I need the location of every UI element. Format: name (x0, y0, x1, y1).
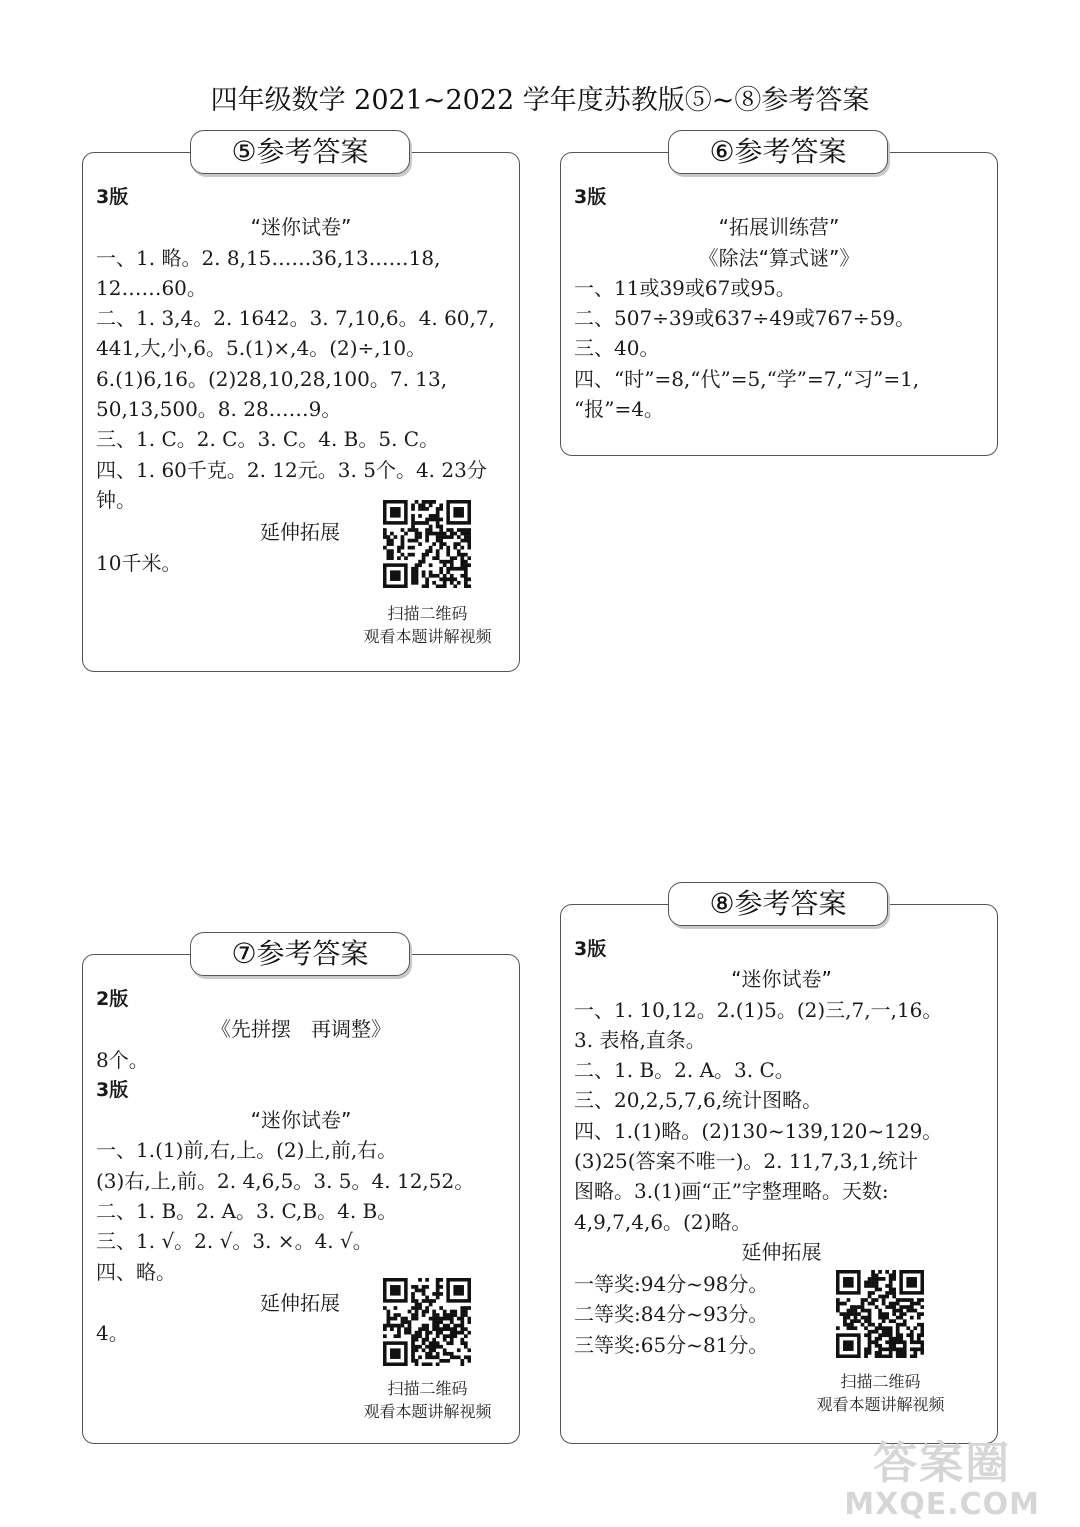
answer-line: 一、11或39或67或95。 (574, 275, 796, 300)
answer-line: 四、1.(1)略。(2)130~139,120~129。 (574, 1118, 943, 1143)
answer-line: 一、1. 10,12。2.(1)5。(2)三,7,一,16。 (574, 997, 943, 1022)
qr-caption-8 (793, 1370, 968, 1416)
card-7-lines (96, 984, 506, 1287)
qr-caption-5 (340, 602, 515, 648)
card-6-tab: ⑥参考答案 (668, 130, 888, 174)
card-5-tab: ⑤参考答案 (190, 130, 410, 174)
answer-line: 四、略。 (96, 1259, 176, 1284)
section-heading: 《先拼摆 再调整》 (211, 1017, 391, 1042)
section-heading: 《除法“算式谜”》 (698, 245, 860, 270)
answer-line: “报”=4。 (574, 397, 664, 422)
qr-caption-line-2: 观看本题讲解视频 (363, 1402, 492, 1421)
answer-line: 441,大,小,6。5.(1)×,4。(2)÷,10。 (96, 336, 427, 361)
answer-line: 3. 表格,直条。 (574, 1027, 706, 1052)
section-heading: “迷你试卷” (250, 215, 352, 240)
prize-line: 三等奖:65分~81分。 (574, 1332, 769, 1357)
section-heading: 延伸拓展 (741, 1239, 822, 1264)
answer-line: 一、1.(1)前,右,上。(2)上,前,右。 (96, 1138, 398, 1163)
edition-label: 3版 (574, 938, 607, 960)
answer-line: 二、1. 3,4。2. 1642。3. 7,10,6。4. 60,7, (96, 306, 495, 331)
answer-line: 12……60。 (96, 275, 207, 300)
card-5-lines (96, 182, 506, 515)
qr-code-7[interactable] (383, 1278, 471, 1366)
prize-line: 二等奖:84分~93分。 (574, 1302, 769, 1327)
qr-code-icon (383, 1278, 471, 1366)
section-heading: “拓展训练营” (718, 215, 840, 240)
qr-code-8[interactable] (836, 1270, 924, 1358)
card-5-extension-heading: 延伸拓展 (260, 520, 340, 544)
answer-line: 6.(1)6,16。(2)28,10,28,100。7. 13, (96, 366, 448, 391)
answer-line: 三、1. √。2. √。3. ×。4. √。 (96, 1229, 373, 1254)
answer-line: 三、1. C。2. C。3. C。4. B。5. C。 (96, 427, 440, 452)
qr-caption-line-1: 扫描二维码 (840, 1372, 921, 1391)
qr-code-5[interactable] (383, 500, 471, 588)
answer-line: (3)右,上,前。2. 4,6,5。3. 5。4. 12,52。 (96, 1168, 475, 1193)
card-6-lines (574, 182, 984, 424)
card-7-extension-answer: 4。 (96, 1321, 129, 1345)
section-heading: “迷你试卷” (250, 1108, 352, 1133)
card-7-tab: ⑦参考答案 (190, 932, 410, 976)
answer-line: 50,13,500。8. 28……9。 (96, 397, 342, 422)
answer-line: 4,9,7,4,6。(2)略。 (574, 1209, 752, 1234)
answer-line: 四、1. 60千克。2. 12元。3. 5个。4. 23分 (96, 457, 487, 482)
watermark-text: 答案圈 (873, 1438, 1012, 1489)
card-6-body (574, 182, 984, 424)
answer-line: 8个。 (96, 1047, 149, 1072)
card-5-body (96, 182, 506, 515)
card-8-extension-lines (574, 1269, 768, 1360)
answer-line: 四、“时”=8,“代”=5,“学”=7,“习”=1, (574, 366, 920, 391)
answer-line: (3)25(答案不唯一)。2. 11,7,3,1,统计 (574, 1149, 918, 1174)
answer-line: 一、1. 略。2. 8,15……36,13……18, (96, 245, 441, 270)
prize-line: 一等奖:94分~98分。 (574, 1272, 769, 1296)
qr-caption-line-1: 扫描二维码 (387, 1379, 468, 1398)
page-title: 四年级数学 2021~2022 学年度苏教版⑤~⑧参考答案 (210, 85, 870, 116)
answer-line: 三、20,2,5,7,6,统计图略。 (574, 1088, 823, 1113)
answer-line: 钟。 (96, 487, 136, 512)
card-8-lines (574, 934, 989, 1267)
edition-label: 2版 (96, 988, 129, 1010)
qr-caption-line-1: 扫描二维码 (387, 604, 468, 623)
card-8-extension-list (574, 1269, 768, 1360)
card-7-body (96, 984, 506, 1287)
qr-code-icon (383, 500, 471, 588)
edition-label: 3版 (96, 1078, 129, 1101)
answer-line: 二、1. B。2. A。3. C。 (574, 1058, 795, 1083)
card-8-body (574, 934, 989, 1267)
watermark-logo (844, 1439, 1040, 1521)
qr-caption-7 (340, 1377, 515, 1423)
section-heading: “迷你试卷” (731, 967, 832, 992)
edition-label: 3版 (96, 186, 129, 208)
qr-caption-line-2: 观看本题讲解视频 (363, 627, 492, 646)
card-7-extension-heading: 延伸拓展 (260, 1291, 340, 1315)
answer-line: 二、1. B。2. A。3. C,B。4. B。 (96, 1199, 398, 1224)
qr-code-icon (836, 1270, 924, 1358)
answer-line: 二、507÷39或637÷49或767÷59。 (574, 306, 916, 331)
qr-caption-line-2: 观看本题讲解视频 (816, 1395, 945, 1414)
card-8-tab: ⑧参考答案 (668, 882, 888, 926)
watermark-url: MXQE.COM (844, 1487, 1040, 1522)
answer-line: 图略。3.(1)画“正”字整理略。天数: (574, 1179, 889, 1204)
answer-line: 三、40。 (574, 336, 660, 361)
card-5-extension-answer: 10千米。 (96, 551, 182, 575)
edition-label: 3版 (574, 186, 607, 208)
